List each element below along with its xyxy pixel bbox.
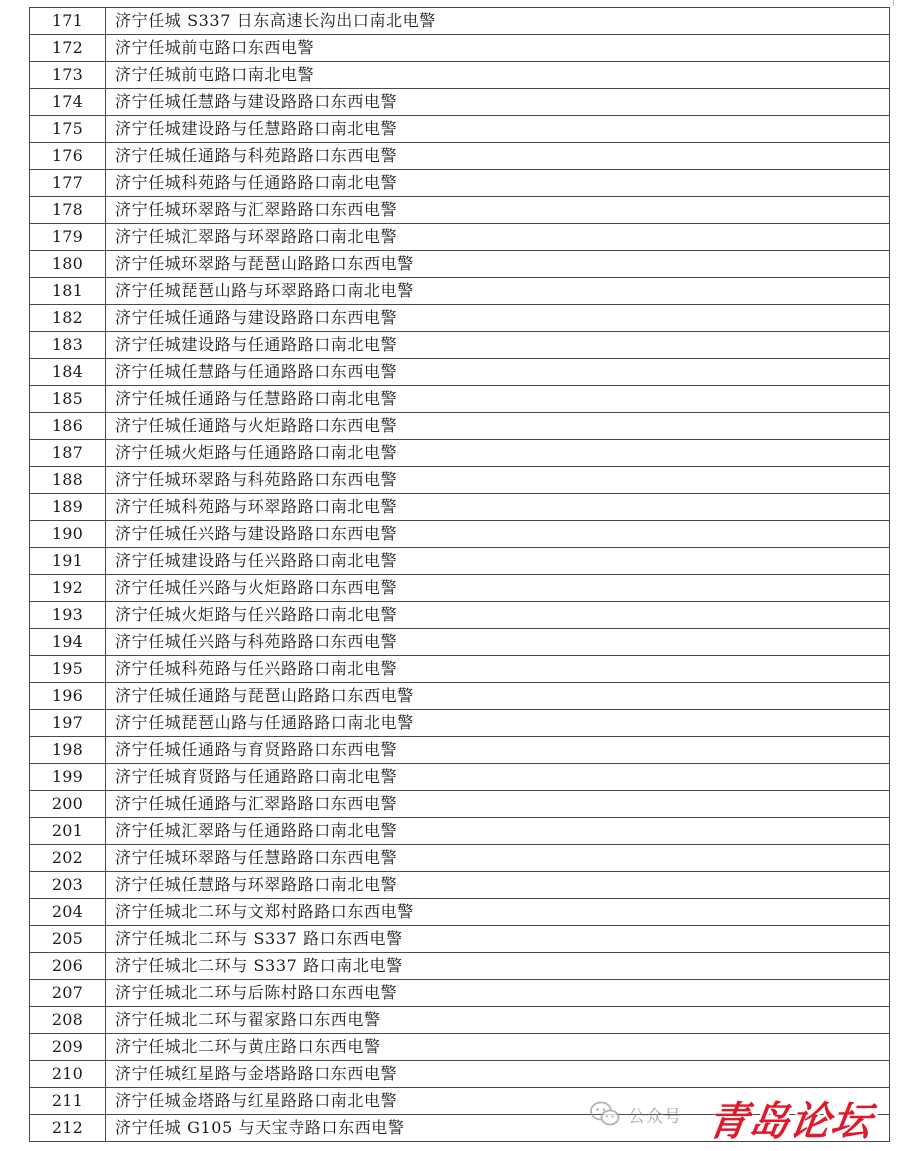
row-number: 196 [30,683,106,710]
row-number: 203 [30,872,106,899]
table-row [30,602,890,629]
table-row [30,818,890,845]
table-row [30,359,890,386]
location-name: 济宁任城科苑路与任通路路口南北电警 [106,170,890,197]
row-number: 206 [30,953,106,980]
watermark-prefix: 公众号 [628,1106,682,1127]
table-row [30,170,890,197]
location-name: 济宁任城环翠路与汇翠路路口东西电警 [106,197,890,224]
row-number: 187 [30,440,106,467]
location-name: 济宁任城火炬路与任兴路路口南北电警 [106,602,890,629]
row-number: 208 [30,1007,106,1034]
location-name: 济宁任城任通路与火炬路路口东西电警 [106,413,890,440]
row-number: 199 [30,764,106,791]
page-top-edge [0,0,916,6]
table-row [30,494,890,521]
location-name: 济宁任城北二环与 S337 路口南北电警 [106,953,890,980]
table-row [30,737,890,764]
table-row [30,386,890,413]
location-name: 济宁任城任通路与建设路路口东西电警 [106,305,890,332]
row-number: 185 [30,386,106,413]
row-number: 193 [30,602,106,629]
row-number: 182 [30,305,106,332]
row-number: 179 [30,224,106,251]
location-name: 济宁任城火炬路与任通路路口南北电警 [106,440,890,467]
location-name: 济宁任城任通路与琵琶山路路口东西电警 [106,683,890,710]
table-row [30,332,890,359]
row-number: 192 [30,575,106,602]
row-number: 183 [30,332,106,359]
location-name: 济宁任城建设路与任兴路路口南北电警 [106,548,890,575]
table-row [30,251,890,278]
location-name: 济宁任城前屯路口南北电警 [106,62,890,89]
location-name: 济宁任城任慧路与任通路路口东西电警 [106,359,890,386]
table-row [30,926,890,953]
row-number: 207 [30,980,106,1007]
row-number: 174 [30,89,106,116]
location-name: 济宁任城科苑路与环翠路路口南北电警 [106,494,890,521]
table-row [30,521,890,548]
table-row [30,467,890,494]
table-row [30,89,890,116]
row-number: 194 [30,629,106,656]
table-row [30,548,890,575]
table-body [30,8,890,1142]
table-row [30,1007,890,1034]
location-name: 济宁任城环翠路与任慧路路口东西电警 [106,845,890,872]
row-number: 171 [30,8,106,35]
row-number: 200 [30,791,106,818]
table-row [30,278,890,305]
location-name: 济宁任城北二环与翟家路口东西电警 [106,1007,890,1034]
table-row [30,575,890,602]
table-row [30,683,890,710]
location-name: 济宁任城任慧路与环翠路路口南北电警 [106,872,890,899]
table-row [30,872,890,899]
table-row [30,35,890,62]
row-number: 176 [30,143,106,170]
table-row [30,629,890,656]
row-number: 202 [30,845,106,872]
row-number: 204 [30,899,106,926]
row-number: 190 [30,521,106,548]
location-name: 济宁任城任通路与汇翠路路口东西电警 [106,791,890,818]
table-row [30,845,890,872]
row-number: 189 [30,494,106,521]
table-row [30,791,890,818]
location-name: 济宁任城 S337 日东高速长沟出口南北电警 [106,8,890,35]
row-number: 173 [30,62,106,89]
table-row [30,197,890,224]
table-row [30,413,890,440]
location-name: 济宁任城 G105 与天宝寺路口东西电警 [106,1115,890,1142]
row-number: 210 [30,1061,106,1088]
location-name: 济宁任城环翠路与科苑路路口东西电警 [106,467,890,494]
location-name: 济宁任城任通路与科苑路路口东西电警 [106,143,890,170]
row-number: 184 [30,359,106,386]
location-name: 济宁任城任慧路与建设路路口东西电警 [106,89,890,116]
location-name: 济宁任城育贤路与任通路路口南北电警 [106,764,890,791]
row-number: 205 [30,926,106,953]
row-number: 181 [30,278,106,305]
row-number: 188 [30,467,106,494]
watermark [590,1094,682,1134]
row-number: 212 [30,1115,106,1142]
location-name: 济宁任城汇翠路与任通路路口南北电警 [106,818,890,845]
row-number: 178 [30,197,106,224]
table-row [30,440,890,467]
table-row [30,764,890,791]
table-row [30,656,890,683]
location-name: 济宁任城北二环与 S337 路口东西电警 [106,926,890,953]
table-row [30,1034,890,1061]
table-row [30,116,890,143]
location-name: 济宁任城任兴路与科苑路路口东西电警 [106,629,890,656]
row-number: 172 [30,35,106,62]
location-name: 济宁任城前屯路口东西电警 [106,35,890,62]
location-name: 济宁任城建设路与任慧路路口南北电警 [106,116,890,143]
row-number: 198 [30,737,106,764]
location-name: 济宁任城汇翠路与环翠路路口南北电警 [106,224,890,251]
forum-logo-text: 青岛论坛 [704,1099,876,1145]
location-name: 济宁任城环翠路与琵琶山路路口东西电警 [106,251,890,278]
row-number: 180 [30,251,106,278]
row-number: 211 [30,1088,106,1115]
camera-location-table [29,7,890,1142]
wechat-icon [590,1101,620,1127]
table-row [30,980,890,1007]
table-row [30,305,890,332]
table-row [30,62,890,89]
location-name: 济宁任城任兴路与火炬路路口东西电警 [106,575,890,602]
table-row [30,953,890,980]
table-row [30,1061,890,1088]
location-name: 济宁任城科苑路与任兴路路口南北电警 [106,656,890,683]
row-number: 177 [30,170,106,197]
location-name: 济宁任城北二环与后陈村路口东西电警 [106,980,890,1007]
location-name: 济宁任城建设路与任通路路口南北电警 [106,332,890,359]
location-name: 济宁任城任兴路与建设路路口东西电警 [106,521,890,548]
table-row [30,899,890,926]
location-name: 济宁任城琵琶山路与环翠路路口南北电警 [106,278,890,305]
row-number: 201 [30,818,106,845]
location-name: 济宁任城任通路与育贤路路口东西电警 [106,737,890,764]
table-row [30,710,890,737]
row-number: 186 [30,413,106,440]
location-name: 济宁任城任通路与任慧路路口南北电警 [106,386,890,413]
table-row [30,143,890,170]
row-number: 209 [30,1034,106,1061]
row-number: 191 [30,548,106,575]
row-number: 195 [30,656,106,683]
location-name: 济宁任城金塔路与红星路路口南北电警 [106,1088,890,1115]
page-corner-mark [893,0,894,6]
row-number: 197 [30,710,106,737]
location-name: 济宁任城北二环与黄庄路口东西电警 [106,1034,890,1061]
document-table-container [29,7,890,1142]
forum-logo [704,1096,913,1148]
location-name: 济宁任城红星路与金塔路路口东西电警 [106,1061,890,1088]
location-name: 济宁任城北二环与文郑村路路口东西电警 [106,899,890,926]
table-row [30,8,890,35]
row-number: 175 [30,116,106,143]
table-row [30,224,890,251]
location-name: 济宁任城琵琶山路与任通路路口南北电警 [106,710,890,737]
